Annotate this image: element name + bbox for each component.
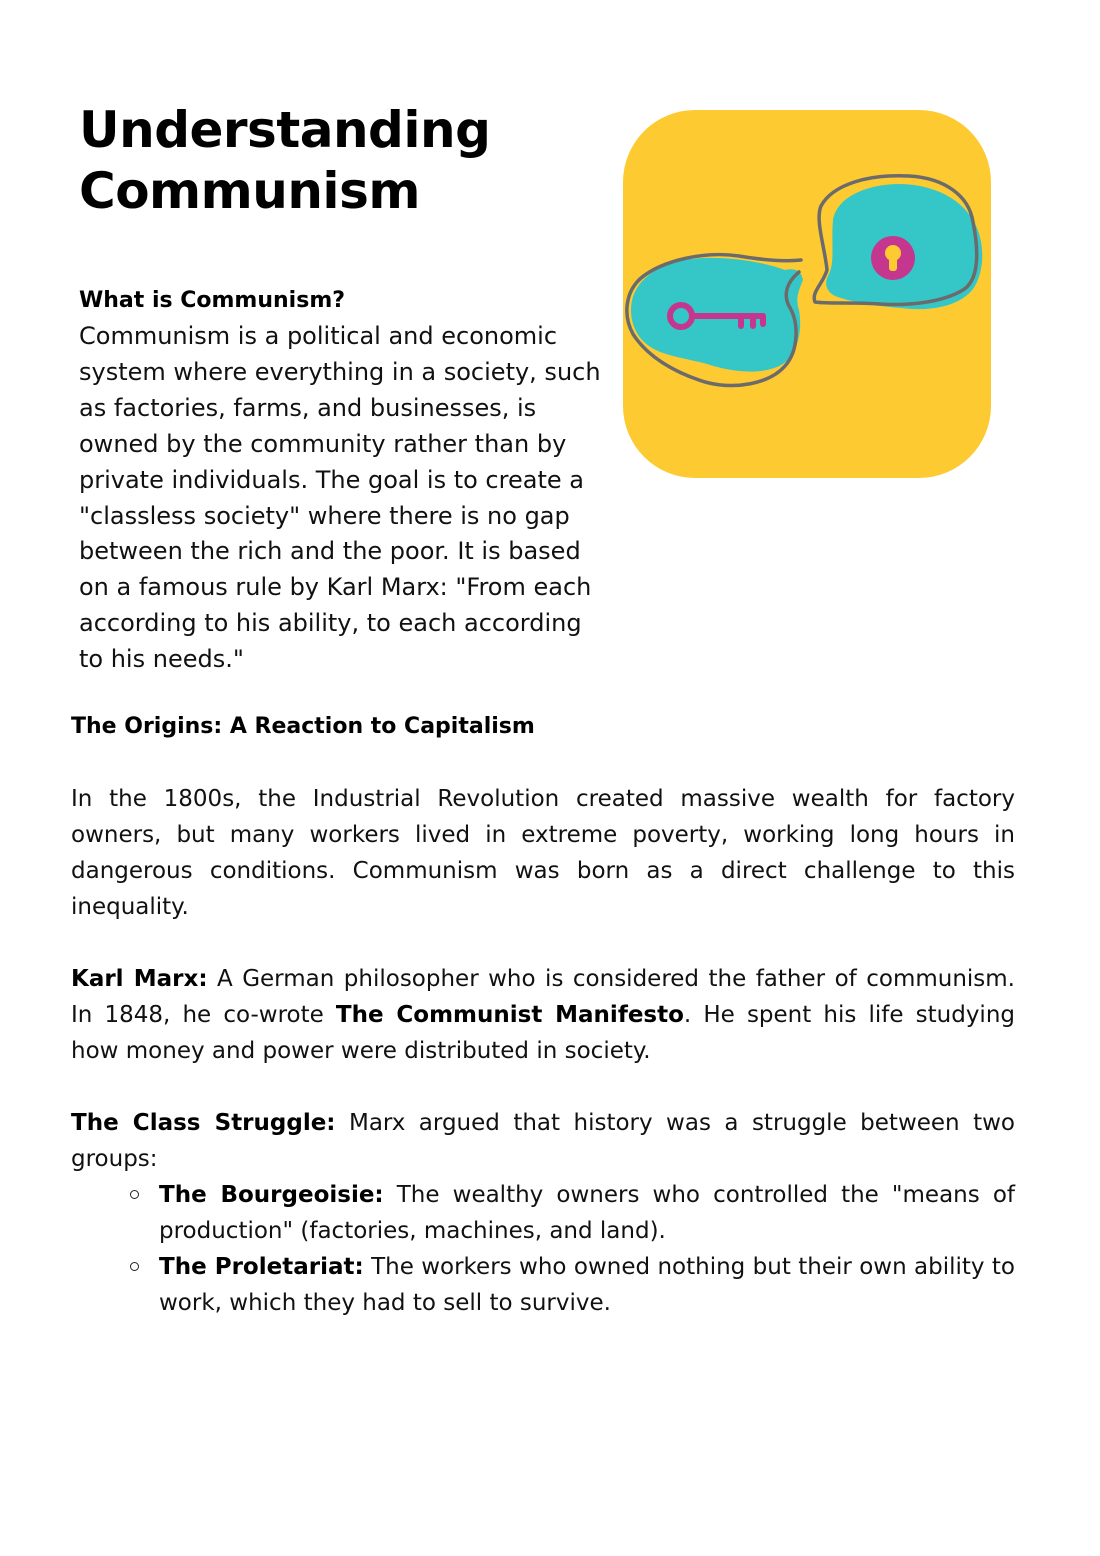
class-groups-list (71, 1177, 1015, 1321)
main-content (71, 709, 1015, 1321)
intro-heading: What is Communism? (79, 288, 345, 313)
intro-line: Communism is a political and economic (79, 322, 558, 350)
communist-manifesto-title: The Communist Manifesto (335, 1002, 684, 1028)
intro-line: to his needs." (79, 645, 244, 674)
key-and-lock-speech-bubbles-icon (623, 110, 991, 478)
bullet-circle-icon (130, 1262, 139, 1271)
bourgeoisie-label: The Bourgeoisie: (159, 1182, 384, 1208)
karl-marx-text-end: . He spent his life studying how money and power were distributed in society. (71, 1002, 1015, 1064)
bullet-circle-icon (130, 1190, 139, 1199)
intro-line: system where everything in a society, such (79, 357, 601, 386)
karl-marx-paragraph (71, 961, 1015, 1069)
bourgeoisie-text: The wealthy owners who controlled the "means of production" (factories, machines, and land). (159, 1182, 1015, 1244)
intro-line: on a famous rule by Karl Marx: "From each (79, 573, 592, 602)
list-item (159, 1177, 1015, 1249)
page-title-line: Communism (79, 162, 420, 220)
origins-heading: The Origins: A Reaction to Capitalism (71, 714, 535, 739)
intro-line: according to his ability, to each according (79, 609, 582, 638)
karl-marx-text: A German philosopher who is considered the father of communism. In 1848, he co-wrote (71, 966, 1015, 1028)
class-struggle-label: The Class Struggle: (71, 1110, 336, 1136)
intro-line: private individuals. The goal is to create a (79, 465, 584, 494)
class-struggle-paragraph (71, 1105, 1015, 1177)
origins-paragraph: In the 1800s, the Industrial Revolution created massive wealth for factory owners, but many workers lived in extreme poverty, working long hours in dangerous conditions. Communism was born as a direct challenge to this inequality. (71, 786, 1015, 920)
list-item (159, 1249, 1015, 1321)
intro-section (79, 283, 609, 678)
intro-line: "classless society" where there is no gap (79, 501, 570, 530)
intro-line: between the rich and the poor. It is based (79, 537, 581, 566)
proletariat-text: The workers who owned nothing but their own ability to work, which they had to sell to survive. (159, 1254, 1015, 1316)
intro-line: as factories, farms, and businesses, is (79, 393, 537, 422)
intro-line: owned by the community rather than by (79, 429, 567, 458)
page-title-line: Understanding (79, 101, 491, 159)
lock-icon (871, 236, 915, 280)
class-struggle-text: Marx argued that history was a struggle between two groups: (71, 1110, 1015, 1172)
karl-marx-label: Karl Marx: (71, 966, 208, 992)
proletariat-label: The Proletariat: (159, 1254, 364, 1280)
intro-paragraph (79, 319, 609, 678)
page-title (79, 100, 490, 222)
